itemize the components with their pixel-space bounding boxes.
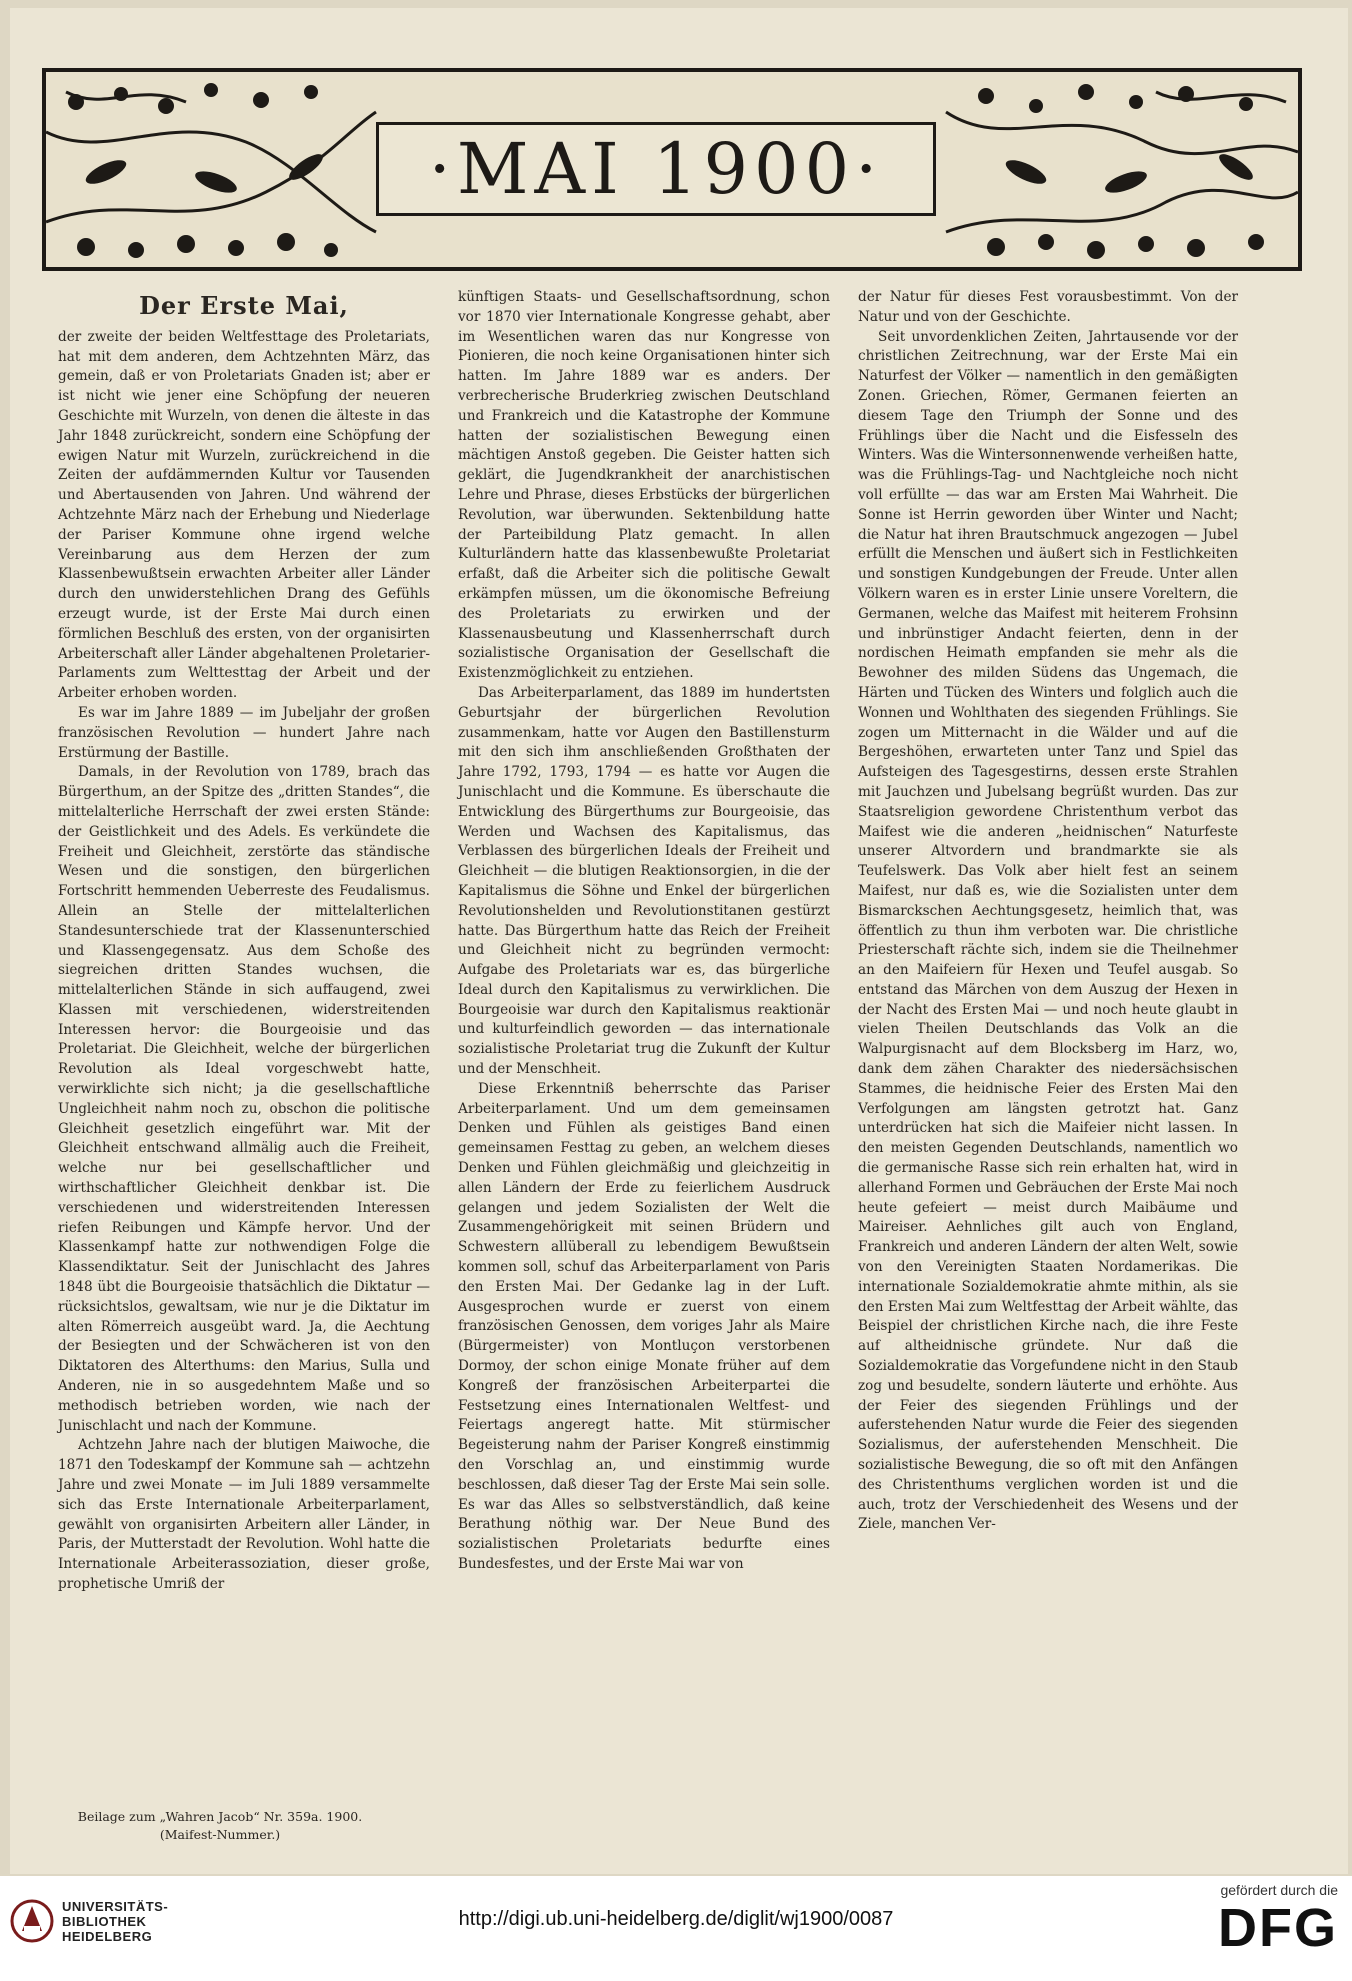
dfg-logo: DFG — [1218, 1898, 1338, 1958]
library-name-line: HEIDELBERG — [62, 1928, 153, 1944]
paragraph: Diese Erkenntniß beherrschte das Pariser Arbeiterparlament. Und um dem gemeinsamen Denken und Fühlen als geistiges Band einen gemeinsamen Festtag zu geben, an welchem dieses Denken und Fühlen gleichmäßig und gleichzeitig in allen Ländern der Erde zu feierlichem Ausdruck gelangen und jedem Sozialisten der Welt die Zusammengehörigkeit mit seinen Brüdern und Schwestern allüberall zu lebendigem Bewußtsein kommen soll, schuf das Arbeiterparlament von Paris den Ersten Mai. Der Gedanke lag in der Luft. Ausgesprochen wurde er zuerst von einem französischen Genossen, dem voriges Jahr als Maire (Bürgermeister) von Montluçon verstorbenen Dormoy, der schon einige Monate früher auf dem Kongreß der französischen Arbeiterpartei die Festsetzung eines Internationalen Weltfest- und Feiertags angeregt hatte. Mit stürmischer Begeisterung nahm der Pariser Kongreß einstimmig den Vorschlag an, und einstimmig wurde beschlossen, daß dieser Tag der Erste Mai sein solle. Es war das Alles so selbstverständlich, daß keine Berathung nöthig war. Der Neue Bund des sozialistischen Proletariats bedurfte eines Bundesfestes, und der Erste Mai war von — [458, 1080, 830, 1572]
funding-caption: gefördert durch die — [1220, 1882, 1338, 1898]
supplement-note — [60, 1808, 380, 1844]
article-columns — [58, 288, 1272, 1808]
column-2 — [458, 288, 830, 1575]
paragraph: künftigen Staats- und Gesellschaftsordnung, schon vor 1870 vier Internationale Kongresse gehabt, aber im Wesentlichen waren das nur Kongresse von Pionieren, die noch keine Organisationen hinter sich hatten. Im Jahre 1889 war es anders. Der verbrecherische Bruderkrieg zwischen Deutschland und Frankreich und die Katastrophe der Kommune hatten der sozialistischen Bewegung einen mächtigen Anstoß gegeben. Die Geister hatten sich geklärt, die Jugendkrankheit der anarchistischen Lehre und Phrase, dieses Erbstücks der bürgerlichen Revolution, war überwunden. Sektenbildung hatte der Parteibildung Platz gemacht. In allen Kulturländern hatte das klassenbewußte Proletariat erfaßt, daß die Arbeiter sich die politische Gewalt erkämpfen müssen, um die ökonomische Befreiung des Proletariats zu erwirken und der Klassenausbeutung und Klassenherrschaft durch sozialistische Organisation der Gesellschaft die Existenzmöglichkeit zu entziehen. — [458, 289, 830, 682]
paragraph: der zweite der beiden Weltfesttage des Proletariats, hat mit dem anderen, dem Achtzehnten März, das gemein, daß er von Proletariats Gnaden ist; aber er ist nicht wie jener eine Schöpfung der neueren Geschichte mit Wurzeln, von denen die älteste in das Jahr 1848 zurückreicht, sondern eine Schöpfung der ewigen Natur mit Wurzeln, zurückreichend in die Zeiten der aufdämmernden Kultur vor Tausenden und Abertausenden von Jahren. Und während der Achtzehnte März nach der Erhebung und Niederlage der Pariser Kommune ohne irgend welche Vereinbarung aus dem Herzen der zum Klassenbewußtsein erwachten Arbeiter aller Länder durch den unwiderstehlichen Drang des Gefühls erzeugt wurde, ist der Erste Mai durch einen förmlichen Beschluß des ersten, von der organisirten Arbeiterschaft aller Länder abgehaltenen Proletarier-Parlaments zum Welttesttag der Arbeit und der Arbeiter erhoben worden. — [58, 328, 430, 702]
viewer-footer — [0, 1876, 1352, 1981]
article-title: Der Erste Mai, — [139, 291, 349, 320]
paragraph: Seit unvordenklichen Zeiten, Jahrtausende vor der christlichen Zeitrechnung, war der Erste Mai ein Naturfest der Völker — namentlich in den gemäßigten Zonen. Griechen, Römer, Germanen feierten an diesem Tage den Triumph der Sonne und des Frühlings über die Nacht und die Eisfesseln des Winters. Was die Wintersonnenwende verheißen hatte, was die Frühlings-Tag- und Nachtgleiche noch nicht voll erfüllte — das war am Ersten Mai Wahrheit. Die Sonne ist Herrin geworden über Winter und Nacht; die Natur hat ihren Brautschmuck angezogen — Jubel erfüllt die Menschen und äußert sich in Festlichkeiten und sonstigen Kundgebungen der Freude. Unter allen Völkern waren es in erster Linie unsere Voreltern, die Germanen, welche das Maifest mit heiterem Frohsinn und inbrünstiger Andacht feierten, denn in der nordischen Heimath empfanden sie mehr als die Bewohner des milden Südens das Ungemach, die Härten und Tücken des Winters und folglich auch die Wonnen und Wohlthaten des siegenden Frühlings. Sie zogen um Mitternacht in die Wälder und auf die Bergeshöhen, erwarteten unter Tanz und Spiel das Aufsteigen des Tagesgestirns, dessen erste Strahlen mit Jauchzen und Jubelsang begrüßt wurden. Das zur Staatsreligion gewordene Christenthum verbot das Maifest wie die anderen „heidnischen“ Naturfeste unserer Altvordern und brandmarkte sie als Teufelswerk. Das Volk aber hielt fest an seinem Maifest, nur daß es, wie die Sozialisten unter dem Bismarckschen Aechtungsgesetz, heimlich that, was öffentlich zu thun ihm verboten war. Die christliche Priesterschaft rächte sich, indem sie die Theilnehmer an den Maifeiern für Hexen und Teufel ausgab. So entstand das Märchen von dem Auszug der Hexen in der Nacht des Ersten Mai — und noch heute glaubt in vielen Theilen Deutschlands das Volk an die Walpurgisnacht auf dem Blocksberg im Harz, wo, dank dem zähen Charakter des niedersächsischen Stammes, die heidnische Feier des Ersten Mai den Verfolgungen am längsten getrotzt hat. Ganz unterdrücken hat sich die Maifeier nicht lassen. In den meisten Gegenden Deutschlands, namentlich wo die germanische Rasse sich rein erhalten hat, wird in allerhand Formen und Gebräuchen der Erste Mai noch heute gefeiert — meist durch Maibäume und Maireiser. Aehnliches gilt auch von England, Frankreich und anderen Ländern der alten Welt, sowie von den Vereinigten Staaten Nordamerikas. Die internationale Sozialdemokratie ahmte mithin, als sie den Ersten Mai zum Weltfesttag der Arbeit wählte, das Beispiel der christlichen Kirche nach, die ihre Feste auf altheidnische gründete. Nur daß die Sozialdemokratie das Vorgefundene nicht in den Staub zog und besudelte, sondern läuterte und erhöhte. Aus der Feier des siegenden Frühlings und der auferstehenden Natur wurde die Feier des siegenden Sozialismus, der auferstehenden Menschheit. Die sozialistische Bewegung, die so oft mit den Anfängen des Christenthums verglichen worden ist und die auch, trotz der Verschiedenheit des Wesens und der Ziele, manchen Ver- — [858, 328, 1238, 1533]
paragraph: Damals, in der Revolution von 1789, brach das Bürgerthum, an der Spitze des „dritten Standes“, die mittelalterliche Herrschaft der zwei ersten Stände: der Geistlichkeit und des Adels. Es verkündete die Freiheit und Gleichheit, zerstörte das ständische Wesen und die sonstigen, den bürgerlichen Fortschritt hemmenden Ueberreste des Feudalismus. Allein an Stelle der mittelalterlichen Standesunterschiede trat der Klassenunterschied und Klassengegensatz. Aus dem Schoße des siegreichen dritten Standes wuchsen, die mittelalterlichen Stände in sich auffaugend, zwei Klassen mit verschiedenen, widerstreitenden Interessen hervor: die Bourgeoisie und das Proletariat. Die Gleichheit, welche der bürgerlichen Revolution als Ideal vorgeschwebt hatte, verwirklichte sich nicht; ja die gesellschaftliche Ungleichheit nahm noch zu, obschon die politische Gleichheit gesetzlich eingeführt war. Mit der Gleichheit entschwand allmälig auch die Freiheit, welche nur bei gesellschaftlicher und wirthschaftlicher Gleichheit denkbar ist. Die verschiedenen und widerstreitenden Interessen riefen Reibungen und Kämpfe hervor. Und der Klassenkampf hatte zur nothwendigen Folge die Klassendiktatur. Seit der Junischlacht des Jahres 1848 übt die Bourgeoisie thatsächlich die Diktatur — rücksichtslos, gewaltsam, wie nur je die Diktatur im alten Römerreich ausgeübt ward. Ja, die Aechtung der Besiegten und der Schwächeren ist von den Diktatoren des Alterthums: den Marius, Sulla und Anderen, nie in so ausgedehntem Maße und so methodisch betrieben worden, wie nach der Junischlacht und nach der Kommune. — [58, 764, 430, 1434]
library-name-line: BIBLIOTHEK — [62, 1913, 147, 1929]
paragraph: der Natur für dieses Fest vorausbestimmt. Von der Natur und von der Geschichte. — [858, 289, 1238, 325]
permalink-url[interactable]: http://digi.ub.uni-heidelberg.de/diglit/wj1900/0087 — [458, 1908, 894, 1930]
funding-logo[interactable] — [1218, 1882, 1338, 1958]
banner-title: ·MAI 1900· — [376, 122, 936, 216]
library-name-line: UNIVERSITÄTS- — [62, 1898, 169, 1914]
paragraph: Es war im Jahre 1889 — im Jubeljahr der großen französischen Revolution — hundert Jahre nach Erstürmung der Bastille. — [58, 704, 430, 761]
column-3 — [858, 288, 1238, 1535]
column-1 — [58, 288, 430, 1595]
paragraph: Achtzehn Jahre nach der blutigen Maiwoche, die 1871 den Todeskampf der Kommune sah — achtzehn Jahre und zwei Monate — im Juli 1889 versammelte sich das Erste Internationale Arbeiterparlament, gewählt von organisirten Arbeitern aller Länder, in Paris, der Mutterstadt der Revolution. Wohl hatte die Internationale Arbeiterassoziation, dieser große, prophetische Umriß der — [58, 1437, 430, 1592]
supplement-line: Beilage zum „Wahren Jacob“ Nr. 359a. 1900. — [77, 1809, 363, 1824]
paragraph: Das Arbeiterparlament, das 1889 im hundertsten Geburtsjahr der bürgerlichen Revolution zusammenkam, hatte vor Augen den Bastillensturm mit den sich ihm anschließenden Großthaten der Jahre 1792, 1793, 1794 — es hatte vor Augen die Junischlacht und die Kommune. Es überschaute die Entwicklung des Bürgerthums zur Bourgeoisie, das Werden und Wachsen des Kapitalismus, das Verblassen des bürgerlichen Ideals der Freiheit und Gleichheit — die blutigen Reaktionsorgien, in die der Kapitalismus die Söhne und Enkel der bürgerlichen Revolutionshelden und Revolutionstitanen gestürzt hatte. Das Bürgerthum hatte das Reich der Freiheit und Gleichheit nicht zu begründen vermocht: Aufgabe des Proletariats war es, das bürgerliche Ideal durch den Kapitalismus zu verwirklichen. Die Bourgeoisie war durch den Kapitalismus reaktionär und kulturfeindlich geworden — das internationale sozialistische Proletariat trug die Zukunft der Kultur und der Menschheit. — [458, 684, 830, 1078]
supplement-issue: (Maifest-Nummer.) — [159, 1827, 281, 1842]
decorative-banner — [42, 68, 1302, 271]
